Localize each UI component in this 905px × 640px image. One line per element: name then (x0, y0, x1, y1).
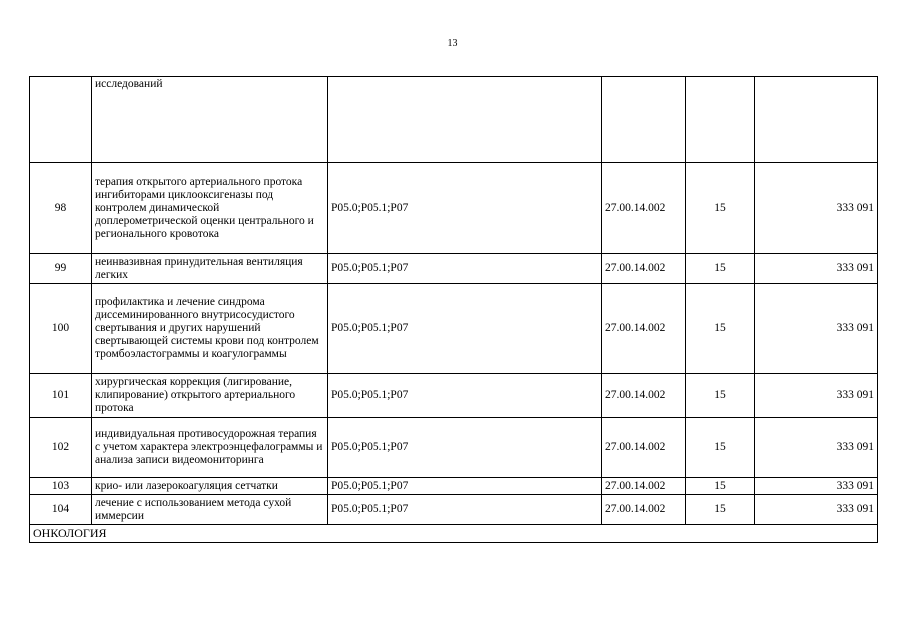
row-name-cell: крио- или лазерокоагуляция сетчатки (92, 478, 328, 495)
row-cost-cell: 333 091 (755, 495, 878, 525)
row-group-cell: 15 (686, 374, 755, 418)
row-number-cell: 100 (30, 284, 92, 374)
row-name-cell: терапия открытого артериального протока ингибиторами циклооксигеназы под контролем динамической доплерометрической оценки центрального и регионального кровотока (92, 163, 328, 254)
table-row (30, 254, 878, 284)
row-group-cell: 15 (686, 418, 755, 478)
row-name-cell: хирургическая коррекция (лигирование, клипирование) открытого артериального протока (92, 374, 328, 418)
row-okpd-cell: 27.00.14.002 (602, 374, 686, 418)
row-codes-cell: P05.0;P05.1;P07 (328, 495, 602, 525)
row-okpd-cell (602, 77, 686, 163)
row-number-cell: 104 (30, 495, 92, 525)
row-name-cell: исследований (92, 77, 328, 163)
row-cost-cell: 333 091 (755, 478, 878, 495)
section-row (30, 525, 878, 543)
row-cost-cell: 333 091 (755, 284, 878, 374)
row-okpd-cell: 27.00.14.002 (602, 163, 686, 254)
row-number-cell: 99 (30, 254, 92, 284)
table-row (30, 478, 878, 495)
row-okpd-cell: 27.00.14.002 (602, 418, 686, 478)
row-okpd-cell: 27.00.14.002 (602, 495, 686, 525)
row-codes-cell: P05.0;P05.1;P07 (328, 418, 602, 478)
row-number-cell: 98 (30, 163, 92, 254)
row-okpd-cell: 27.00.14.002 (602, 478, 686, 495)
row-name-cell: лечение с использованием метода сухой иммерсии (92, 495, 328, 525)
row-group-cell: 15 (686, 478, 755, 495)
table-row (30, 418, 878, 478)
row-codes-cell: P05.0;P05.1;P07 (328, 374, 602, 418)
table-row (30, 163, 878, 254)
row-name-cell: профилактика и лечение синдрома диссеминированного внутрисосудистого свертывания и других нарушений свертывающей системы крови под контролем тромбоэластограммы и коагулограммы (92, 284, 328, 374)
row-codes-cell: P05.0;P05.1;P07 (328, 478, 602, 495)
row-name-cell: индивидуальная противосудорожная терапия с учетом характера электроэнцефалограммы и анализа записи видеомониторинга (92, 418, 328, 478)
row-group-cell (686, 77, 755, 163)
row-codes-cell: P05.0;P05.1;P07 (328, 284, 602, 374)
row-group-cell: 15 (686, 254, 755, 284)
table-row-continuation (30, 77, 878, 163)
row-group-cell: 15 (686, 495, 755, 525)
section-title: ОНКОЛОГИЯ (30, 525, 878, 543)
procedures-table (29, 76, 878, 543)
row-cost-cell: 333 091 (755, 374, 878, 418)
row-okpd-cell: 27.00.14.002 (602, 254, 686, 284)
row-cost-cell: 333 091 (755, 163, 878, 254)
row-number-cell: 102 (30, 418, 92, 478)
row-codes-cell: P05.0;P05.1;P07 (328, 163, 602, 254)
table-row (30, 284, 878, 374)
row-codes-cell: P05.0;P05.1;P07 (328, 254, 602, 284)
page-number: 13 (447, 38, 458, 49)
table-row (30, 374, 878, 418)
row-group-cell: 15 (686, 284, 755, 374)
row-cost-cell (755, 77, 878, 163)
row-cost-cell: 333 091 (755, 418, 878, 478)
row-cost-cell: 333 091 (755, 254, 878, 284)
row-number-cell: 103 (30, 478, 92, 495)
row-name-cell: неинвазивная принудительная вентиляция легких (92, 254, 328, 284)
row-number-cell (30, 77, 92, 163)
row-number-cell: 101 (30, 374, 92, 418)
row-group-cell: 15 (686, 163, 755, 254)
row-codes-cell (328, 77, 602, 163)
row-okpd-cell: 27.00.14.002 (602, 284, 686, 374)
table-row (30, 495, 878, 525)
